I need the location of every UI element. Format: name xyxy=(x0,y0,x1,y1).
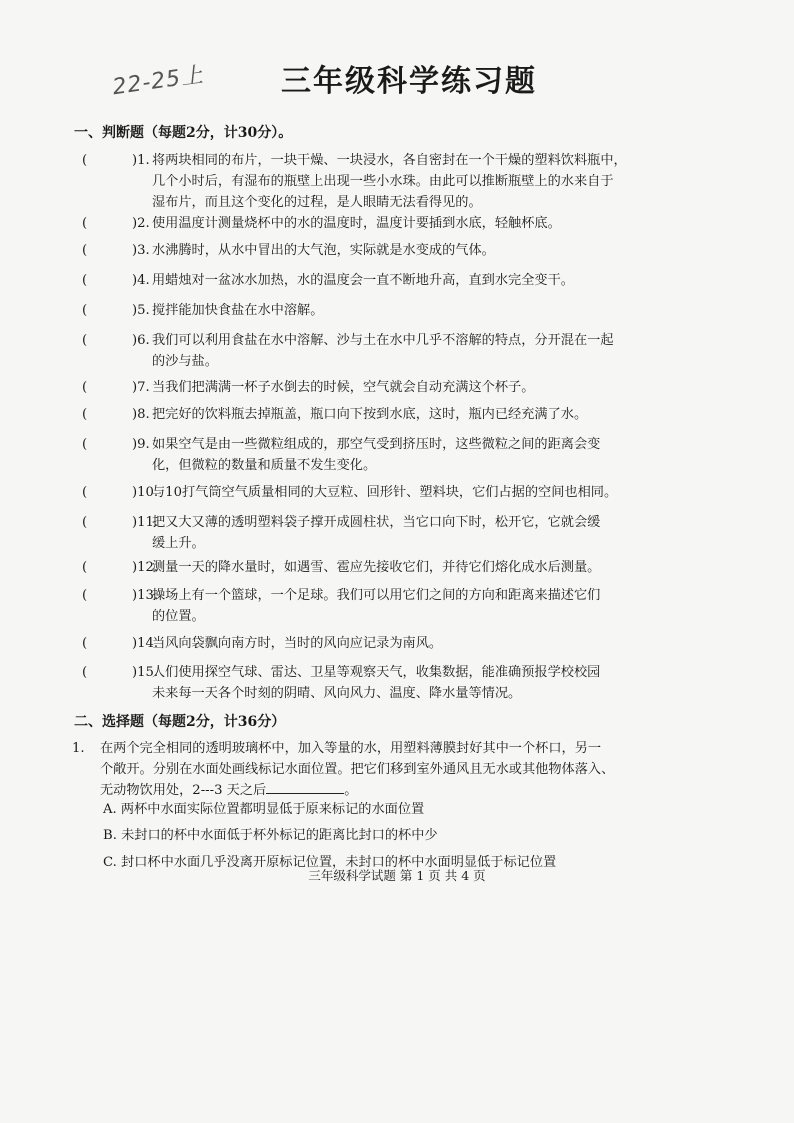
true-false-question xyxy=(82,585,642,627)
paren-open: ( xyxy=(82,515,88,530)
question-number: )10. xyxy=(132,485,159,500)
paren-open: ( xyxy=(82,407,88,422)
question-number: )2. xyxy=(132,216,150,231)
question-line: 我们可以利用食盐在水中溶解、沙与土在水中几乎不溶解的特点，分开混在一起 xyxy=(152,333,614,348)
question-line: 缓上升。 xyxy=(152,536,205,551)
true-false-question xyxy=(82,330,642,372)
question-line: 与10打气筒空气质量相同的大豆粒、回形针、塑料块，它们占据的空间也相同。 xyxy=(152,485,618,500)
question-line: 操场上有一个篮球，一个足球。我们可以用它们之间的方向和距离来描述它们 xyxy=(152,588,601,603)
question-number: )3. xyxy=(132,243,150,258)
question-line: 水沸腾时，从水中冒出的大气泡，实际就是水变成的气体。 xyxy=(152,243,495,258)
question-number: )14. xyxy=(132,636,159,651)
question-line: 个敞开。分别在水面处画线标记水面位置。把它们移到室外通风且无水或其他物体落入、 xyxy=(100,762,615,777)
question-line-text: 无动物饮用处，2---3 天之后 xyxy=(100,783,267,798)
question-number: )6. xyxy=(132,333,150,348)
paren-open: ( xyxy=(82,437,88,452)
question-line: 在两个完全相同的透明玻璃杯中，加入等量的水，用塑料薄膜封好其中一个杯口，另一 xyxy=(100,741,602,756)
question-line: 未来每一天各个时刻的阴晴、风向风力、温度、降水量等情况。 xyxy=(152,686,522,701)
true-false-question xyxy=(82,213,642,234)
page-title: 三年级科学练习题 xyxy=(281,64,537,99)
question-number: 1. xyxy=(72,741,85,756)
true-false-question xyxy=(82,557,642,578)
section1-heading: 一、判断题（每题2分，计30分）。 xyxy=(74,125,293,141)
question-line: 几个小时后，有湿布的瓶壁上出现一些小水珠。由此可以推断瓶壁上的水来自于 xyxy=(152,174,614,189)
question-line: 人们使用探空气球、雷达、卫星等观察天气，收集数据，能准确预报学校校园 xyxy=(152,665,601,680)
question-line: 的位置。 xyxy=(152,609,205,624)
question-line: 如果空气是由一些微粒组成的，那空气受到挤压时，这些微粒之间的距离会变 xyxy=(152,437,601,452)
section2-heading: 二、选择题（每题2分，计36分） xyxy=(74,714,286,730)
question-line: 使用温度计测量烧杯中的水的温度时，温度计要插到水底，轻触杯底。 xyxy=(152,216,561,231)
paren-open: ( xyxy=(82,243,88,258)
paren-open: ( xyxy=(82,303,88,318)
question-line: 的沙与盐。 xyxy=(152,354,218,369)
paren-open: ( xyxy=(82,333,88,348)
question-line: 搅拌能加快食盐在水中溶解。 xyxy=(152,303,324,318)
true-false-question xyxy=(82,240,642,261)
true-false-question xyxy=(82,404,642,425)
true-false-question xyxy=(82,434,642,476)
question-line: 把完好的饮料瓶去掉瓶盖，瓶口向下按到水底，这时，瓶内已经充满了水。 xyxy=(152,407,588,422)
paren-open: ( xyxy=(82,560,88,575)
paren-open: ( xyxy=(82,636,88,651)
true-false-question xyxy=(82,150,642,213)
paren-open: ( xyxy=(82,273,88,288)
question-number: )7. xyxy=(132,380,150,395)
true-false-question xyxy=(82,482,642,503)
true-false-question xyxy=(82,662,642,704)
true-false-question xyxy=(82,512,642,554)
question-line-end: 。 xyxy=(344,783,358,798)
question-line: 当我们把满满一杯子水倒去的时候，空气就会自动充满这个杯子。 xyxy=(152,380,535,395)
question-line: 测量一天的降水量时，如遇雪、雹应先接收它们，并待它们熔化成水后测量。 xyxy=(152,560,601,575)
option-b[interactable]: B. 未封口的杯中水面低于杯外标记的距离比封口的杯中少 xyxy=(103,828,438,843)
question-number: )9. xyxy=(132,437,150,452)
question-line: 把又大又薄的透明塑料袋子撑开成圆柱状，当它口向下时，松开它，它就会缓 xyxy=(152,515,601,530)
question-number: )1. xyxy=(132,153,150,168)
paren-open: ( xyxy=(82,153,88,168)
handwritten-note: 22-25上 xyxy=(110,62,206,101)
answer-blank[interactable] xyxy=(266,781,344,794)
question-line: 当风向袋飘向南方时，当时的风向应记录为南风。 xyxy=(152,636,443,651)
question-number: )5. xyxy=(132,303,150,318)
true-false-question xyxy=(82,633,642,654)
question-line: 将两块相同的布片，一块干燥、一块浸水，各自密封在一个干燥的塑料饮料瓶中， xyxy=(152,153,627,168)
page-footer: 三年级科学试题 第 1 页 共 4 页 xyxy=(308,868,486,883)
question-line: 化，但微粒的数量和质量不发生变化。 xyxy=(152,458,377,473)
paren-open: ( xyxy=(82,380,88,395)
question-number: )15. xyxy=(132,665,159,680)
true-false-question xyxy=(82,377,642,398)
option-c[interactable]: C. 封口杯中水面几乎没离开原标记位置，未封口的杯中水面明显低于标记位置 xyxy=(103,855,557,870)
question-line: 湿布片，而且这个变化的过程，是人眼睛无法看得见的。 xyxy=(152,195,482,210)
paren-open: ( xyxy=(82,588,88,603)
true-false-question xyxy=(82,300,642,321)
question-number: )11. xyxy=(132,515,159,530)
paren-open: ( xyxy=(82,485,88,500)
question-line: 用蜡烛对一盆冰水加热，水的温度会一直不断地升高，直到水完全变干。 xyxy=(152,273,574,288)
question-number: )13. xyxy=(132,588,159,603)
true-false-question xyxy=(82,270,642,291)
question-number: )8. xyxy=(132,407,150,422)
question-number: )4. xyxy=(132,273,150,288)
paren-open: ( xyxy=(82,665,88,680)
paren-open: ( xyxy=(82,216,88,231)
question-number: )12. xyxy=(132,560,159,575)
option-a[interactable]: A. 两杯中水面实际位置都明显低于原来标记的水面位置 xyxy=(103,802,425,817)
choice-question-1 xyxy=(72,738,642,801)
